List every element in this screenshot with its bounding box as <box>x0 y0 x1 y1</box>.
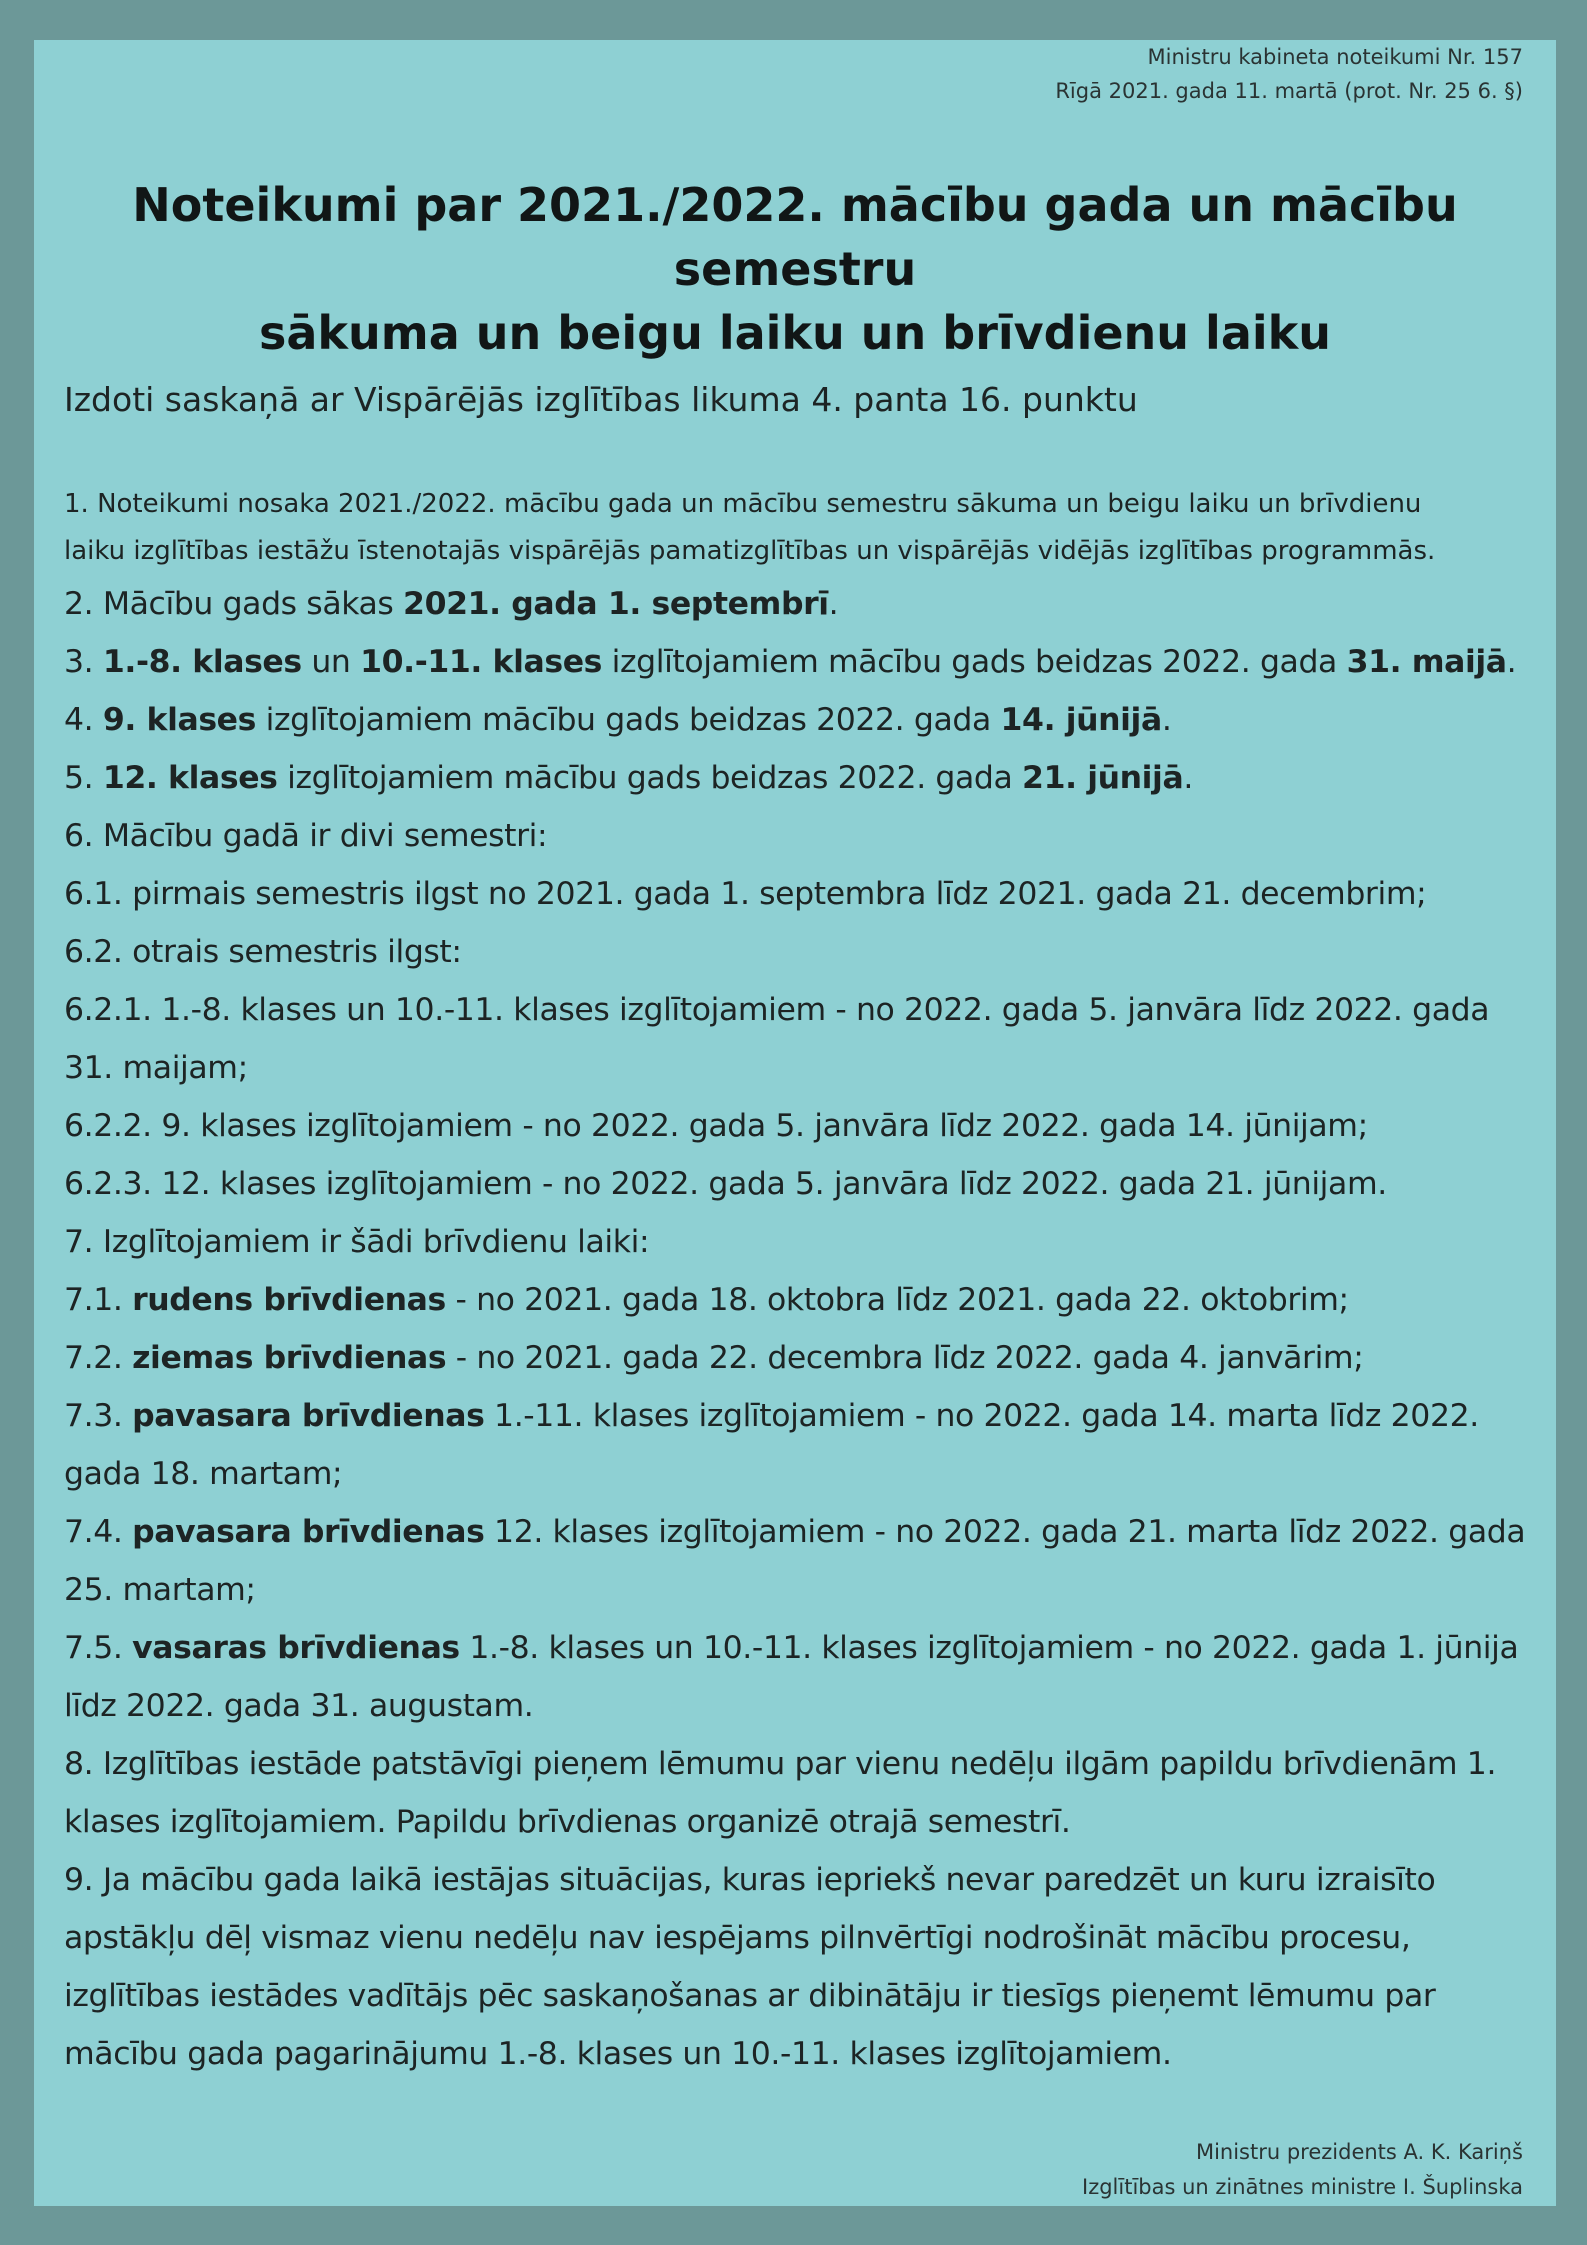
document-page <box>34 40 1556 2206</box>
clause-7-3-text: 1.-11. klases izglītojamiem - no 2022. gada 14. marta līdz 2022. gada 18. martam; <box>64 1398 1479 1492</box>
clause-7-4 <box>64 1503 1544 1619</box>
clause-7-2 <box>64 1329 1544 1387</box>
regulation-number: Ministru kabineta noteikumi Nr. 157 <box>1147 45 1523 69</box>
clause-6-2-2: 6.2.2. 9. klases izglītojamiem - no 2022. gada 5. janvāra līdz 2022. gada 14. jūnijam; <box>64 1108 1368 1144</box>
clause-5-text: izglītojamiem mācību gads beidzas 2022. gada <box>277 760 1023 796</box>
clause-2-date: 2021. gada 1. septembrī <box>403 586 829 622</box>
legal-basis: Izdoti saskaņā ar Vispārējās izglītības likuma 4. panta 16. punktu <box>64 380 1138 419</box>
clause-7-1-text: - no 2021. gada 18. oktobra līdz 2021. gada 22. oktobrim; <box>445 1282 1349 1318</box>
signer-prime-minister: Ministru prezidents A. K. Kariņš <box>1195 2140 1523 2164</box>
clause-5 <box>64 749 1544 807</box>
clause-8: 8. Izglītības iestāde patstāvīgi pieņem lēmumu par vienu nedēļu ilgām papildu brīvdienām 1. klases izglītojamiem. Papildu brīvdienas organizē otrajā semestrī. <box>64 1746 1497 1840</box>
clause-3 <box>64 633 1544 691</box>
clause-6-2-3: 6.2.3. 12. klases izglītojamiem - no 2022. gada 5. janvāra līdz 2022. gada 21. jūnijam. <box>64 1166 1387 1202</box>
clause-3-grades-b: 10.-11. klases <box>360 644 603 680</box>
clause-7-5-number: 7.5. <box>64 1630 133 1666</box>
clause-3-text: izglītojamiem mācību gads beidzas 2022. gada <box>602 644 1347 680</box>
clause-7-5 <box>64 1619 1544 1735</box>
signatures <box>1082 2135 1523 2205</box>
clause-7: 7. Izglītojamiem ir šādi brīvdienu laiki: <box>64 1224 650 1260</box>
clause-2 <box>64 575 1544 633</box>
signer-education-minister: Izglītības un zinātnes ministre I. Šuplinska <box>1082 2175 1523 2199</box>
clause-4 <box>64 691 1544 749</box>
clause-6-2-1: 6.2.1. 1.-8. klases un 10.-11. klases izglītojamiem - no 2022. gada 5. janvāra līdz 2022. gada 31. maijam; <box>64 992 1490 1086</box>
clause-7-2-number: 7.2. <box>64 1340 133 1376</box>
clause-2-end: . <box>828 586 839 622</box>
clause-5-end: . <box>1183 760 1193 796</box>
clause-7-3-holiday: pavasara brīvdienas <box>132 1398 485 1434</box>
clause-4-grade: 9. klases <box>102 702 256 738</box>
clause-3-grades-a: 1.-8. klases <box>102 644 302 680</box>
clause-7-5-text: 1.-8. klases un 10.-11. klases izglītojamiem - no 2022. gada 1. jūnija līdz 2022. gada 31. augustam. <box>64 1630 1519 1724</box>
title-line-2: sākuma un beigu laiku un brīvdienu laiku <box>259 306 1331 360</box>
clause-7-2-text: - no 2021. gada 22. decembra līdz 2022. gada 4. janvārim; <box>446 1340 1364 1376</box>
clause-7-3 <box>64 1387 1544 1503</box>
clause-5-grade: 12. klases <box>102 760 278 796</box>
clause-1-line-2: laiku izglītības iestāžu īstenotajās vispārējās pamatizglītības un vispārējās vidējās izglītības programmās. <box>64 536 1436 566</box>
clause-5-date: 21. jūnijā <box>1022 760 1184 796</box>
clause-7-4-number: 7.4. <box>64 1514 133 1550</box>
clause-7-2-holiday: ziemas brīvdienas <box>132 1340 447 1376</box>
clause-3-end: . <box>1506 644 1517 680</box>
document-title <box>54 173 1536 365</box>
clause-3-number: 3. <box>64 644 103 680</box>
clauses-list <box>64 575 1544 2083</box>
clause-4-text: izglītojamiem mācību gads beidzas 2022. gada <box>256 702 1001 738</box>
clause-7-4-text: 12. klases izglītojamiem - no 2022. gada 21. marta līdz 2022. gada 25. martam; <box>64 1514 1526 1608</box>
clause-6: 6. Mācību gadā ir divi semestri: <box>64 818 548 854</box>
clause-3-and: un <box>301 644 361 680</box>
clause-7-1-number: 7.1. <box>64 1282 133 1318</box>
clause-3-date: 31. maijā <box>1346 644 1507 680</box>
title-line-1: Noteikumi par 2021./2022. mācību gada un mācību semestru <box>132 178 1458 296</box>
clause-7-4-holiday: pavasara brīvdienas <box>132 1514 485 1550</box>
clause-7-1 <box>64 1271 1544 1329</box>
clause-4-date: 14. jūnijā <box>1000 702 1162 738</box>
clause-1 <box>64 481 1534 575</box>
clause-6-1: 6.1. pirmais semestris ilgst no 2021. gada 1. septembra līdz 2021. gada 21. decembrim; <box>64 876 1427 912</box>
clause-9: 9. Ja mācību gada laikā iestājas situācijas, kuras iepriekš nevar paredzēt un kuru izraisīto apstākļu dēļ vismaz vienu nedēļu nav iespējams pilnvērtīgi nodrošināt mācību procesu, izglītības iestādes vadītājs pēc saskaņošanas ar dibinātāju ir tiesīgs pieņemt lēmumu par mācību gada pagarinājumu 1.-8. klases un 10.-11. klases izglītojamiem. <box>64 1862 1436 2072</box>
clause-4-number: 4. <box>64 702 103 738</box>
regulation-place-date: Rīgā 2021. gada 11. martā (prot. Nr. 25 6. §) <box>1055 79 1523 103</box>
clause-7-1-holiday: rudens brīvdienas <box>132 1282 446 1318</box>
clause-1-line-1: 1. Noteikumi nosaka 2021./2022. mācību gada un mācību semestru sākuma un beigu laiku un brīvdienu <box>64 489 1422 519</box>
clause-7-5-holiday: vasaras brīvdienas <box>132 1630 460 1666</box>
clause-4-end: . <box>1161 702 1172 738</box>
clause-5-number: 5. <box>64 760 103 796</box>
clause-6-2: 6.2. otrais semestris ilgst: <box>64 934 462 970</box>
clause-7-3-number: 7.3. <box>64 1398 133 1434</box>
regulation-reference <box>1055 40 1523 108</box>
clause-2-text: 2. Mācību gads sākas <box>64 586 404 622</box>
